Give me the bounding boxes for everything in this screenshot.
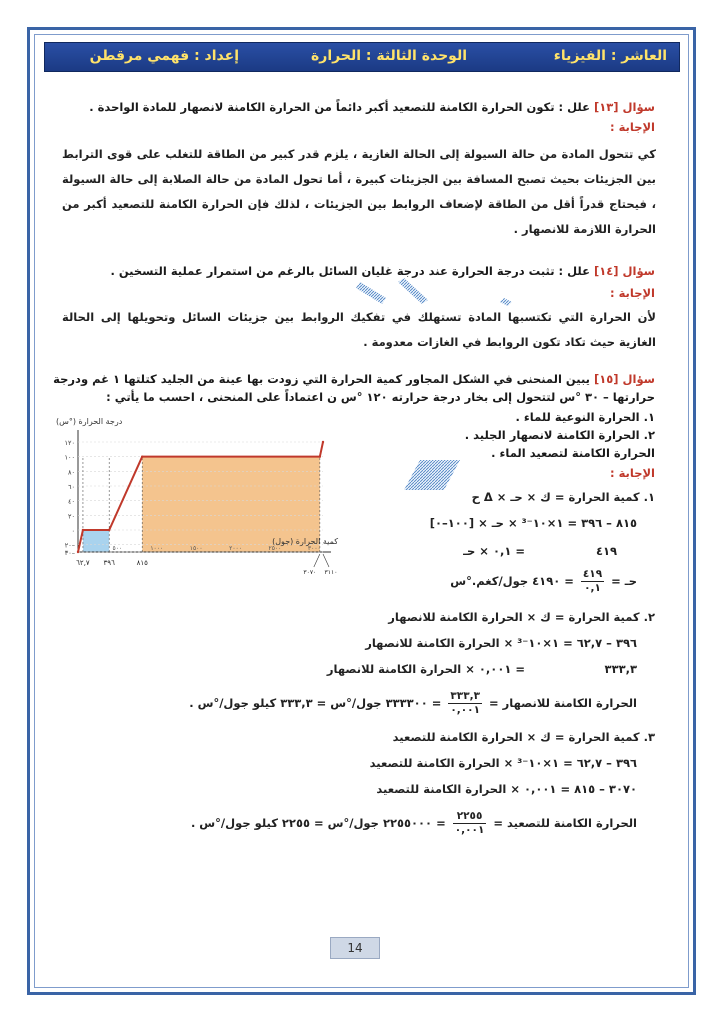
s3-frac-den: ٠,٠٠١ <box>454 824 485 836</box>
s3-line4-pre: الحرارة الكامنة للتصعيد = <box>493 816 637 830</box>
x-tick-label: ٥٠٠ <box>112 545 123 552</box>
heating-curve-chart <box>48 412 348 592</box>
y-tick-label: ٢٠– <box>64 541 75 550</box>
s2-line2: ٣٩٦ – ٦٢,٧ = ١×١٠⁻³ × الحرارة الكامنة للانصهار <box>365 636 637 650</box>
s3-fraction <box>453 810 487 837</box>
y-tick-label: ٣٠– <box>64 549 75 557</box>
curve-point <box>82 529 84 531</box>
q15-item2: ٢. الحرارة الكامنة لانصهار الجليد . <box>464 428 655 442</box>
y-tick-label: ١٠٠ <box>64 453 75 462</box>
q15-item1: ١. الحرارة النوعية للماء . <box>515 410 655 424</box>
q15-line1 <box>53 372 655 386</box>
x-end-label: ٣٠٧٠ <box>303 569 317 576</box>
q15-line2: حرارتها – ٣٠ °س لتتحول إلى بخار درجة حرارته ١٢٠ °س ن اعتماداً على المنحنى ، احسب ما يأتي : <box>106 390 655 404</box>
q15-answer-label: الإجابة : <box>609 466 655 480</box>
s1-line4-post: = ٤١٩٠ جول/كغم.°س <box>450 574 574 588</box>
s2-line3-right: = ٠,٠٠١ × الحرارة الكامنة للانصهار <box>326 662 525 676</box>
s1-line1: ١. كمية الحرارة = ك × حـ × Δ ح <box>471 490 655 504</box>
q13-heading <box>89 100 655 114</box>
s2-frac-den: ٠,٠٠١ <box>450 704 480 716</box>
header-subject: العاشر : الفيزياء <box>553 48 667 64</box>
x-tick-label: ٢٠٠٠ <box>229 545 243 552</box>
s3-frac-num: ٢٢٥٥ <box>453 810 487 824</box>
page-header <box>44 42 680 72</box>
q13-text: علل : تكون الحرارة الكامنة للتصعيد أكبر دائماً من الحرارة الكامنة لانصهار للمادة الواحدة . <box>89 100 590 114</box>
s2-fraction <box>448 690 482 717</box>
x-tick-label: ١٥٠٠ <box>189 545 203 552</box>
hatch-decoration <box>356 276 516 306</box>
chart-ylabel: درجة الحرارة (°س) <box>56 417 123 426</box>
q14-text: علل : تثبت درجة الحرارة عند درجة غليان السائل بالرغم من استمرار عملية التسخين . <box>110 264 590 278</box>
s3-line4-post: = ٢٢٥٥٠٠٠ جول/°س = ٢٢٥٥ كيلو جول/°س . <box>190 816 446 830</box>
q13-answer-label: الإجابة : <box>609 120 655 134</box>
s3-line3: ٣٠٧٠ – ٨١٥ = ٠,٠٠١ × الحرارة الكامنة للتصعيد <box>376 782 637 796</box>
q13-label: سؤال [١٣] <box>593 100 655 114</box>
s2-line1: ٢. كمية الحرارة = ك × الحرارة الكامنة للانصهار <box>388 610 655 624</box>
s2-line3-left: ٣٣٣,٣ <box>604 662 637 676</box>
s1-frac-den: ٠,١ <box>584 582 601 594</box>
y-tick-label: ٦٠ <box>68 483 75 491</box>
curve-point <box>141 455 143 457</box>
s1-line4 <box>450 568 637 595</box>
s1-line2: ٨١٥ – ٣٩٦ = ١×١٠⁻³ × حـ × [١٠٠–٠] <box>429 516 637 530</box>
s2-frac-num: ٣٣٣,٣ <box>450 690 480 702</box>
x-end-pointer <box>314 554 320 567</box>
curve-point <box>108 529 110 531</box>
q15-text-1: يبين المنحنى في الشكل المجاور كمية الحرارة التي زودت بها عينة من الجليد كتلتها ١ غم ودرجة <box>53 372 590 386</box>
hatch-decoration-2 <box>402 458 462 492</box>
q15-label: سؤال [١٥] <box>593 372 655 386</box>
x-bottom-label: ٣٩٦ <box>103 559 115 567</box>
x-end-pointer <box>323 554 329 567</box>
y-tick-label: ١٢٠ <box>64 439 75 447</box>
curve-point <box>322 441 324 443</box>
s2-line4-pre: الحرارة الكامنة للانصهار = <box>489 696 637 710</box>
s1-line4-pre: حـ = <box>611 574 637 588</box>
y-tick-label: ٢٠ <box>68 512 75 521</box>
q14-answer-label: الإجابة : <box>609 286 655 300</box>
y-tick-label: ٨٠ <box>68 468 75 477</box>
s3-line1: ٣. كمية الحرارة = ك × الحرارة الكامنة للتصعيد <box>392 730 655 744</box>
y-tick-label: ٠ <box>71 527 75 535</box>
q14-answer: لأن الحرارة التي تكتسبها المادة تستهلك في تفكيك الروابط بين جزيئات السائل وتحويلها إلى الحالة الغازية حيث تكاد تكون الروابط في الغازات معدومة . <box>62 310 656 349</box>
curve-point <box>77 551 79 553</box>
x-bottom-label: ٨١٥ <box>136 559 148 567</box>
page-number: 14 <box>330 937 380 959</box>
curve-point <box>319 455 321 457</box>
melting-region <box>83 530 109 552</box>
header-unit: الوحدة الثالثة : الحرارة <box>311 48 467 64</box>
s2-line4-post: = ٣٣٣٣٠٠ جول/°س = ٣٣٣,٣ كيلو جول/°س . <box>189 696 442 710</box>
s3-line4 <box>191 810 637 837</box>
y-tick-label: ٤٠ <box>68 497 75 506</box>
x-tick-label: ١٠٠٠ <box>150 545 164 552</box>
s1-frac-num: ٤١٩ <box>582 568 603 580</box>
q13-answer: كي تتحول المادة من حالة السيولة إلى الحالة الغازية ، يلزم قدر كبير من الطاقة للتغلب على قوى الترابط بين الجزيئات بحيث تصبح المسافة بين الجزيئات كبيرة ، أما تحول المادة من حالة الصلابة إلى حالة السيولة ، فيحتاج قدراً أقل من الطاقة لإضعاف الروابط بين الجزيئات ، لذلك فإن الحرارة الكامنة للتصعيد أكبر من الحرارة اللازمة للانصهار . <box>62 147 656 236</box>
s1-line3-left: ٤١٩ <box>595 544 617 558</box>
q14-label: سؤال [١٤] <box>593 264 655 278</box>
s1-line3-right: = ٠,١ × حـ <box>463 544 525 558</box>
q15-item3: الحرارة الكامنة لتصعيد الماء . <box>491 446 655 460</box>
s1-fraction <box>581 568 604 595</box>
header-author: إعداد : فهمي مرقطن <box>89 48 239 64</box>
x-tick-label: ٣٠٠٠ <box>307 545 321 552</box>
x-bottom-label: ٦٢,٧ <box>76 559 90 567</box>
chart-xlabel: كمية الحرارة (جول) <box>272 537 338 546</box>
x-tick-label: ٢٥٠٠ <box>268 545 282 552</box>
s3-line2: ٣٩٦ – ٦٢,٧ = ١×١٠⁻³ × الحرارة الكامنة للتصعيد <box>369 756 637 770</box>
x-end-label: ٣١١٠ <box>324 569 338 576</box>
s2-line4 <box>189 690 637 717</box>
